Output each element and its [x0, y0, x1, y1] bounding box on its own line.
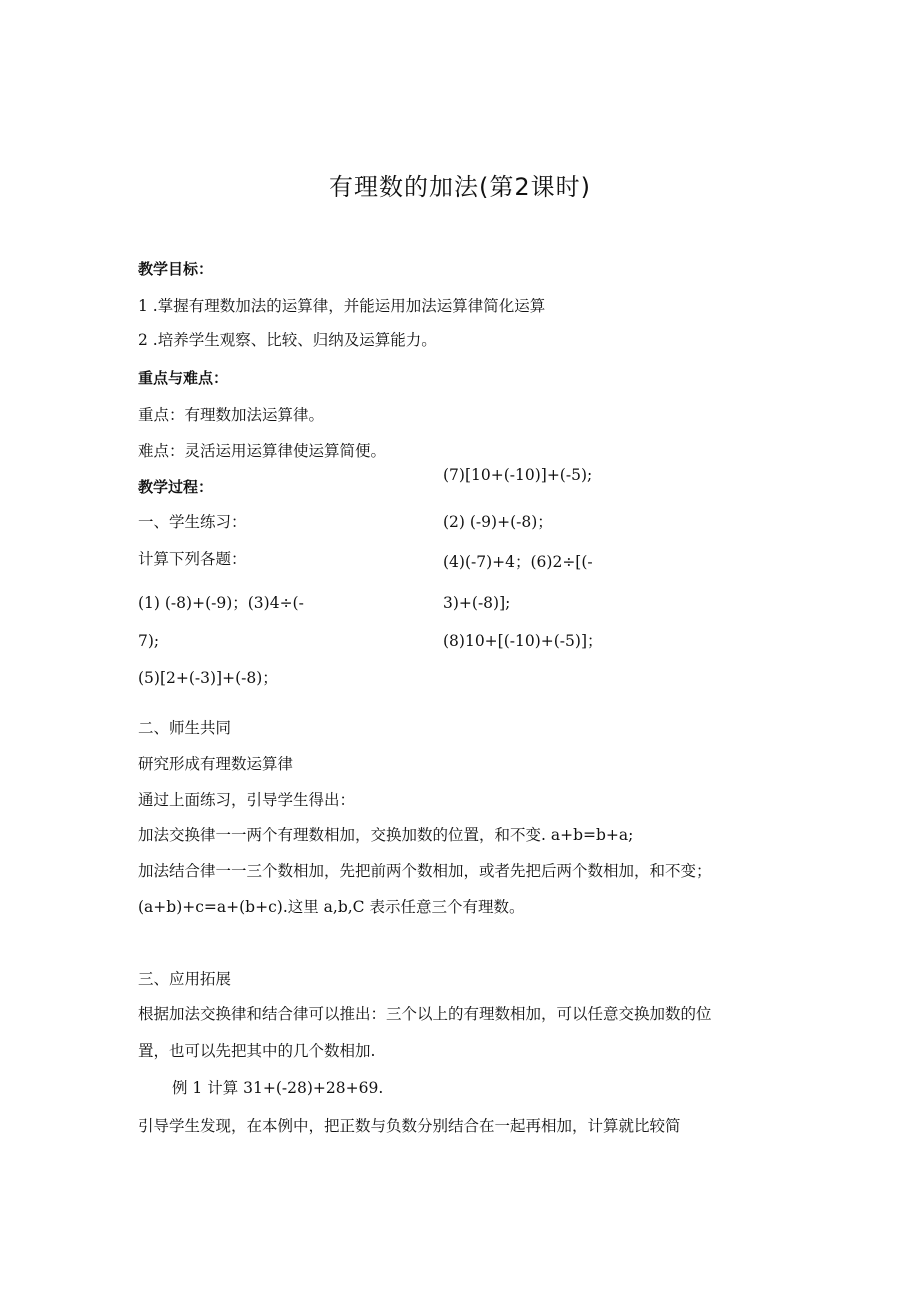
section1-intro: 计算下列各题：: [138, 550, 247, 568]
exercise-right-line-5: (8)10+[(-10)+(-5)]；: [443, 632, 603, 650]
exercise-right-line-1: (7)[10+(-10)]+(-5);: [443, 466, 593, 484]
section3-title: 三、应用拓展: [138, 970, 232, 988]
objective-item-2: 2 .培养学生观察、比较、归纳及运算能力。: [138, 331, 437, 349]
exercise-right-line-2: (2) (-9)+(-8)；: [443, 513, 553, 531]
example-1: 例 1 计算 31+(-28)+28+69.: [172, 1079, 384, 1097]
exercise-right-line-4: 3)+(-8)];: [443, 594, 511, 612]
process-heading: 教学过程：: [138, 478, 214, 496]
key-points-heading: 重点与难点：: [138, 369, 229, 387]
section2-line-1: 研究形成有理数运算律: [138, 755, 294, 773]
section3-line-2: 置，也可以先把其中的几个数相加.: [138, 1042, 376, 1060]
exercise-left-line-3: (5)[2+(-3)]+(-8)；: [138, 669, 278, 687]
section3-line-4: 引导学生发现，在本例中，把正数与负数分别结合在一起再相加，计算就比较简: [138, 1117, 681, 1135]
document-title: 有理数的加法(第2课时): [329, 173, 591, 201]
focus-text: 重点：有理数加法运算律。: [138, 406, 325, 424]
section3-line-1: 根据加法交换律和结合律可以推出：三个以上的有理数相加，可以任意交换加数的位: [138, 1005, 712, 1023]
section1-title: 一、学生练习：: [138, 513, 247, 531]
associative-formula: (a+b)+c=a+(b+c).这里 a,b,C 表示任意三个有理数。: [138, 898, 525, 916]
commutative-law: 加法交换律一一两个有理数相加，交换加数的位置，和不变. a+b=b+a;: [138, 826, 634, 844]
section2-line-2: 通过上面练习，引导学生得出：: [138, 791, 356, 809]
objective-item-1: 1 .掌握有理数加法的运算律，并能运用加法运算律简化运算: [138, 297, 546, 315]
exercise-left-line-1: (1) (-8)+(-9)；(3)4÷(-: [138, 594, 304, 612]
exercise-left-line-2: 7);: [138, 632, 160, 650]
difficulty-text: 难点：灵活运用运算律使运算简便。: [138, 442, 387, 460]
objectives-heading: 教学目标：: [138, 260, 214, 278]
associative-law: 加法结合律一一三个数相加，先把前两个数相加，或者先把后两个数相加，和不变；: [138, 862, 712, 880]
section2-title: 二、师生共同: [138, 719, 232, 737]
exercise-right-line-3: (4)(-7)+4；(6)2÷[(-: [443, 553, 593, 571]
